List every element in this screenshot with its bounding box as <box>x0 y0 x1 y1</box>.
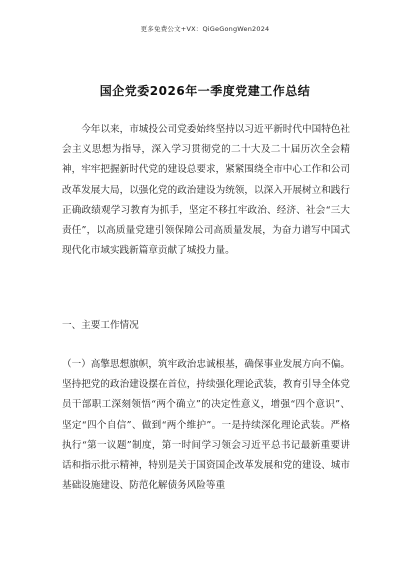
sub-paragraph: （一）高擎思想旗帜，筑牢政治忠诚根基，确保事业发展方向不偏。坚持把党的政治建设摆在首位，持续强化理论武装，教育引导全体党员干部职工深刻领悟“两个确立”的决定性意义，增强“四个意识”、坚定“四个自信”、做到“两个维护”。一是持续深化理论武装。严格执行“第一议题”制度，第一时间学习领会习近平总书记最新重要讲话和指示批示精神，特别是关于国资国企改革发展和党的建设、城市基础设施建设、防范化解债务风险等重 <box>62 359 350 492</box>
header-note: 更多免费公文+VX：QiGeGongWen2024 <box>140 25 270 33</box>
document-title: 国企党委2026年一季度党建工作总结 <box>99 84 311 98</box>
section-heading: 一、主要工作情况 <box>62 320 139 331</box>
intro-paragraph: 今年以来，市城投公司党委始终坚持以习近平新时代中国特色社会主义思想为指导，深入学习贯彻党的二十大及二十届历次全会精神，牢牢把握新时代党的建设总要求，紧紧围绕全市中心工作和公司改革发展大局，以强化党的政治建设为统领，以深入开展树立和践行正确政绩观学习教育为抓手，坚定不移扛牢政治、经济、社会“三大责任”，以高质量党建引领保障公司高质量发展，为奋力谱写中国式现代化市域实践新篇章贡献了城投力量。 <box>62 124 350 257</box>
